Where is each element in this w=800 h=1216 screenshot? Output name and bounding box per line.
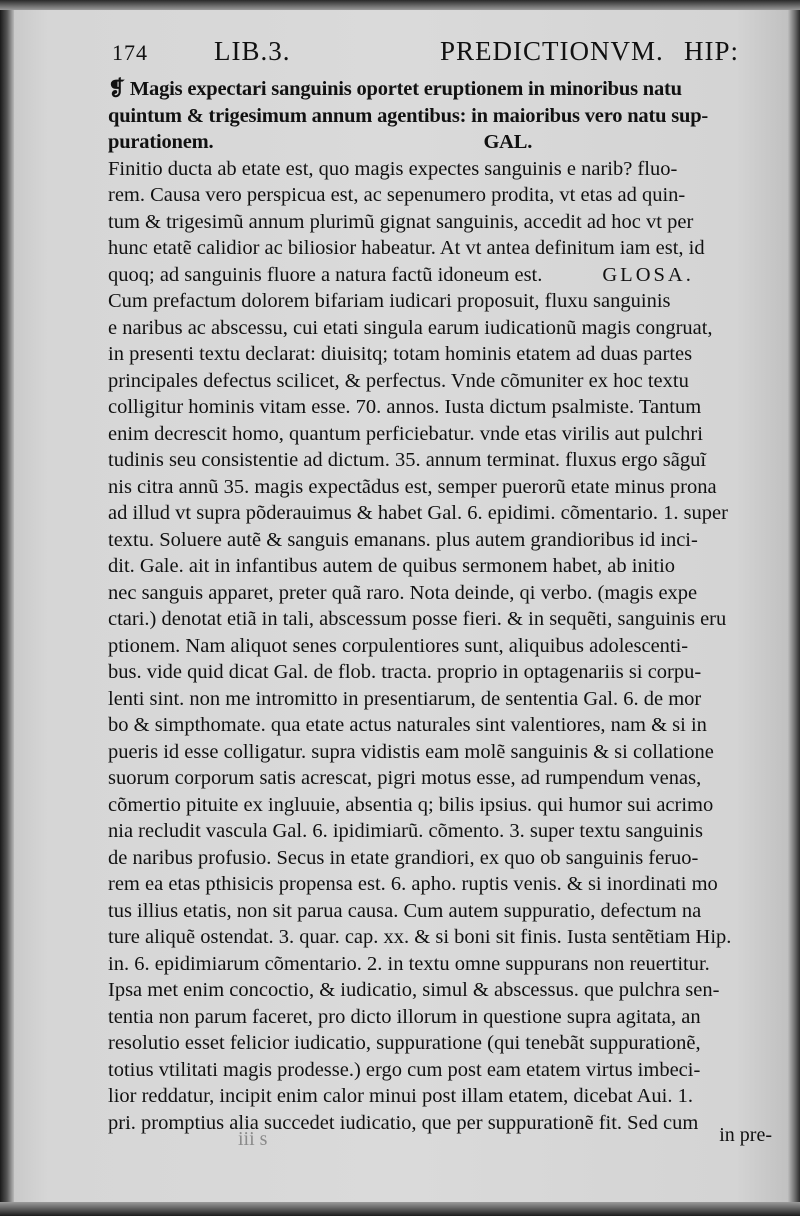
commentary-line: pri. promptius alia succedet iudicatio, que per suppurationẽ fit. Sed cum (108, 1111, 699, 1134)
running-author: HIP: (684, 36, 740, 66)
commentary-line: hunc etatẽ calidior ac biliosior habeatur. At vt antea definitum iam est, id (108, 237, 705, 259)
commentary-line: tum & trigesimũ annum plurimũ gignat sanguinis, accedit ad hoc vt per (108, 210, 694, 233)
page-edge-left (0, 0, 14, 1216)
commentary-line: ptionem. Nam aliquot senes corpulentiores sunt, aliquibus adolescenti- (108, 634, 689, 657)
commentary-line: textu. Soluere autẽ & sanguis emanans. plus autem grandioribus id inci- (108, 528, 698, 551)
page-edge-bottom (0, 1202, 800, 1216)
page-number: 174 (112, 40, 148, 65)
commentary-line: rem. Causa vero perspicua est, ac sepenumero prodita, vt etas ad quin- (108, 184, 686, 206)
aphorism-line: ❡ Magis expectari sanguinis oportet eruptionem in minoribus natu (108, 78, 682, 100)
page-footer (108, 1124, 772, 1154)
commentary-line: ctari.) denotat etiã in tali, abscessum posse fieri. & in sequẽti, sanguinis eru (108, 608, 727, 630)
commentary-line: totius vtilitati magis prodesse.) ergo cum post eam etatem virtus imbeci- (108, 1058, 701, 1081)
catchword: in pre- (719, 1124, 772, 1146)
commentary-line: suorum corporum satis acrescat, pigri motus esse, ad rumpendum venas, (108, 767, 702, 789)
commentary-line: nis citra annũ 35. magis expectãdus est, semper puerorũ etate minus prona (108, 475, 717, 498)
commentary-line: cõmertio pituite ex ingluuie, absentia q; bilis ipsius. qui humor sui acrimo (108, 793, 714, 816)
commentary-line: bo & simpthomate. qua etate actus naturales sint valentiores, nam & si in (108, 714, 707, 736)
commentary-line: pueris id esse colligatur. supra vidistis eam molẽ sanguinis & si collatione (108, 740, 714, 763)
commentary-line: Ipsa met enim concoctio, & iudicatio, simul & abscessus. que pulchra sen- (108, 979, 720, 1001)
commentary-line: ad illud vt supra põderauimus & habet Gal. 6. epidimi. cõmentario. 1. super (108, 502, 728, 524)
commentary-line: lenti sint. non me intromitto in presentiarum, de sententia Gal. 6. de mor (108, 687, 702, 710)
aphorism-line: quintum & trigesimum annum agentibus: in maioribus vero natu sup- (108, 104, 709, 127)
signature-mark: iii s (238, 1128, 268, 1150)
commentary-line: bus. vide quid dicat Gal. de flob. tracta. proprio in optagenariis si corpu- (108, 661, 702, 683)
commentary-line: ture aliquẽ ostendat. 3. quar. cap. xx. & si boni sit finis. Iusta sentẽtiam Hip. (108, 926, 732, 948)
pilcrow-icon: ❡ (108, 78, 130, 100)
commentary-line: principales defectus scilicet, & perfectus. Vnde cõmuniter ex hoc textu (108, 369, 689, 392)
commentary-line: tudinis seu consistentie ad dictum. 35. annum terminat. fluxus ergo sãguĩ (108, 449, 707, 471)
commentary-line: tentia non parum faceret, pro dicto illorum in questione supra agitata, an (108, 1005, 701, 1028)
commentary-line: colligitur hominis vitam esse. 70. annos. Iusta dictum psalmiste. Tantum (108, 396, 702, 418)
commentary-line: lior reddatur, incipit enim calor minui post illam etatem, dicebat Aui. 1. (108, 1085, 693, 1107)
commentary (108, 156, 772, 1137)
commentary-line: tus illius etatis, non sit parua causa. Cum autem suppuratio, defectum na (108, 899, 702, 922)
gloss-label: GLOSA. (602, 263, 694, 286)
aphorism-line: purationem. GAL. (108, 131, 533, 153)
commentary-line: quoq; ad sanguinis fluore a natura factũ idoneum est. GLOSA. (108, 263, 694, 286)
commentary-line: rem ea etas pthisicis propensa est. 6. apho. ruptis venis. & si inordinati mo (108, 873, 718, 895)
running-title: PREDICTIONVM. (440, 36, 664, 66)
page-edge-right (788, 0, 800, 1216)
commentary-line: in. 6. epidimiarum cõmentario. 2. in textu omne suppurans non reuertitur. (108, 952, 710, 975)
commentary-line: enim decrescit homo, quantum perficiebatur. vnde etas virilis aut pulchri (108, 422, 703, 445)
commentary-line: de naribus profusio. Secus in etate grandiori, ex quo ob sanguinis feruo- (108, 846, 699, 869)
commentary-line: nia recludit vascula Gal. 6. ipidimiarũ. cõmento. 3. super textu sanguinis (108, 820, 703, 842)
main-text (108, 76, 772, 1136)
commentary-line: dit. Gale. ait in infantibus autem de quibus sermonem habet, ab initio (108, 555, 676, 577)
aphorism (108, 76, 772, 156)
commentary-line: in presenti textu declarat: diuisitq; totam hominis etatem ad duas partes (108, 343, 693, 365)
book-number: LIB.3. (214, 36, 291, 66)
commentary-line: e naribus ac abscessu, cui etati singula earum iudicationũ magis congruat, (108, 316, 713, 339)
page-edge-top (0, 0, 800, 10)
commentary-line: Finitio ducta ab etate est, quo magis expectes sanguinis e narib? fluo- (108, 157, 678, 180)
commentary-line: resolutio esset felicior iudicatio, suppuratione (qui tenebãt suppurationẽ, (108, 1032, 701, 1054)
aphorism-tag: GAL. (483, 131, 533, 153)
commentary-line: Cum prefactum dolorem bifariam iudicari proposuit, fluxu sanguinis (108, 290, 671, 312)
commentary-line: nec sanguis apparet, preter quã raro. Nota deinde, qi verbo. (magis expe (108, 581, 698, 604)
running-head (112, 36, 760, 72)
